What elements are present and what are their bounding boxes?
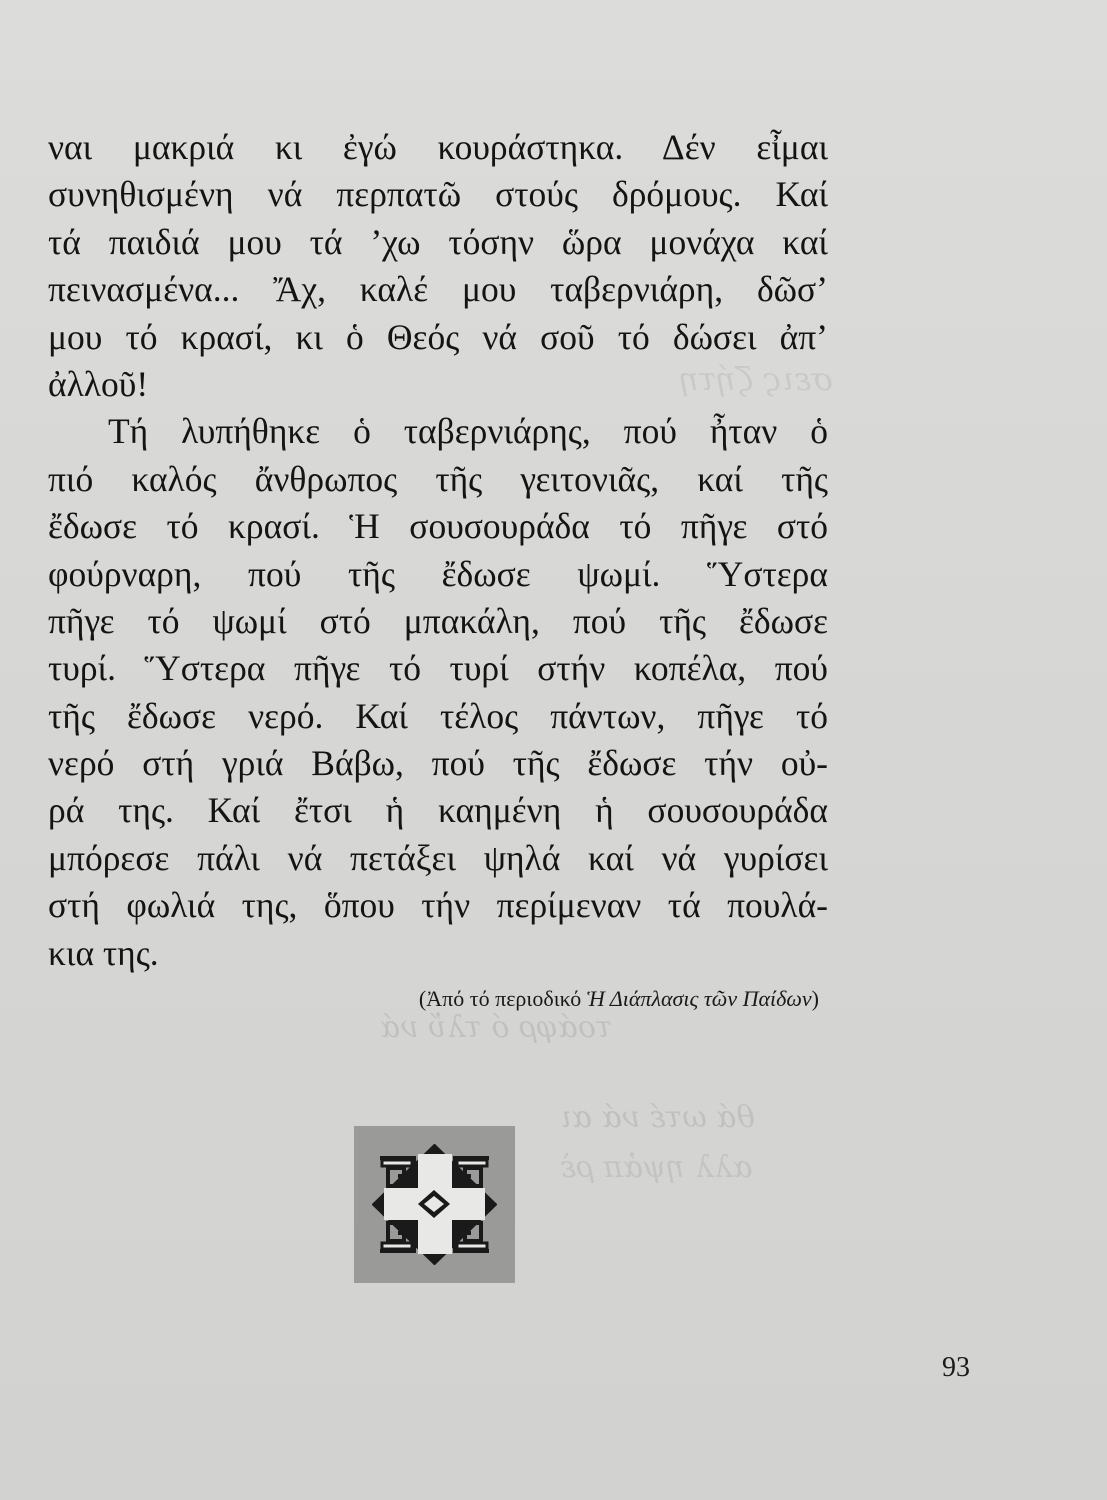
page-number: 93 <box>942 1352 970 1383</box>
source-prefix: (Ἀπό τό περιοδικό <box>418 986 587 1011</box>
source-suffix: ) <box>811 986 819 1011</box>
text-line: μπόρεσε πάλι νά πετάξει ψηλά καί νά γυρίσει <box>48 837 828 878</box>
text-line: συνηθισμένη νά περπατῶ στούς δρόμους. Καί <box>48 174 828 215</box>
show-through-text: αλλ ηψἀπ ρὲ <box>560 1150 753 1185</box>
text-line: πιό καλός ἄνθρωπος τῆς γειτονιᾶς, καί τῆς <box>48 458 828 499</box>
meander-ornament-icon <box>354 1126 515 1283</box>
text-line: ναι μακριά κι ἐγώ κουράστηκα. Δέν εἶμαι <box>48 127 828 167</box>
text-line: πῆγε τό ψωμί στό μπακάλη, πού τῆς ἔδωσε <box>48 600 828 641</box>
text-line: ρά της. Καί ἔτσι ἡ καημένη ἡ σουσουράδα <box>48 790 828 831</box>
source-title: Ἡ Διάπλασις τῶν Παίδων <box>586 986 812 1011</box>
text-line: ἀλλοῦ! <box>48 363 149 404</box>
text-line: φούρναρη, πού τῆς ἔδωσε ψωμί. Ὕστερα <box>48 553 828 594</box>
show-through-text: θά ωτέ νά αι <box>560 1100 755 1135</box>
ornament-image <box>354 1126 515 1283</box>
text-line: τά παιδιά μου τά ’χω τόσην ὥρα μονάχα καί <box>48 221 828 262</box>
text-line: νερό στή γριά Βάβω, πού τῆς ἔδωσε τήν οὐ- <box>48 743 828 784</box>
text-line: κια της. <box>48 932 159 973</box>
text-line: Τή λυπήθηκε ὁ ταβερνιάρης, πού ἦταν ὁ <box>108 411 828 452</box>
text-line: πεινασμένα... Ἄχ, καλέ μου ταβερνιάρη, δῶσ’ <box>48 269 828 310</box>
text-line: τυρί. Ὕστερα πῆγε τό τυρί στήν κοπέλα, πού <box>48 648 828 689</box>
show-through-text: τοάφρ ό τλὔ νά <box>380 1010 613 1045</box>
text-line: μου τό κρασί, κι ὁ Θεός νά σοῦ τό δώσει ἀπ’ <box>48 316 828 357</box>
body-text <box>48 124 828 977</box>
text-line: στή φωλιά της, ὅπου τήν περίμεναν τά πουλά- <box>48 885 828 926</box>
source-citation <box>419 986 819 1012</box>
text-line: ἔδωσε τό κρασί. Ἡ σουσουράδα τό πῆγε στό <box>48 506 828 547</box>
text-line: τῆς ἔδωσε νερό. Καί τέλος πάντων, πῆγε τό <box>48 695 828 736</box>
show-through-text: σεις ζήτη <box>680 360 834 398</box>
